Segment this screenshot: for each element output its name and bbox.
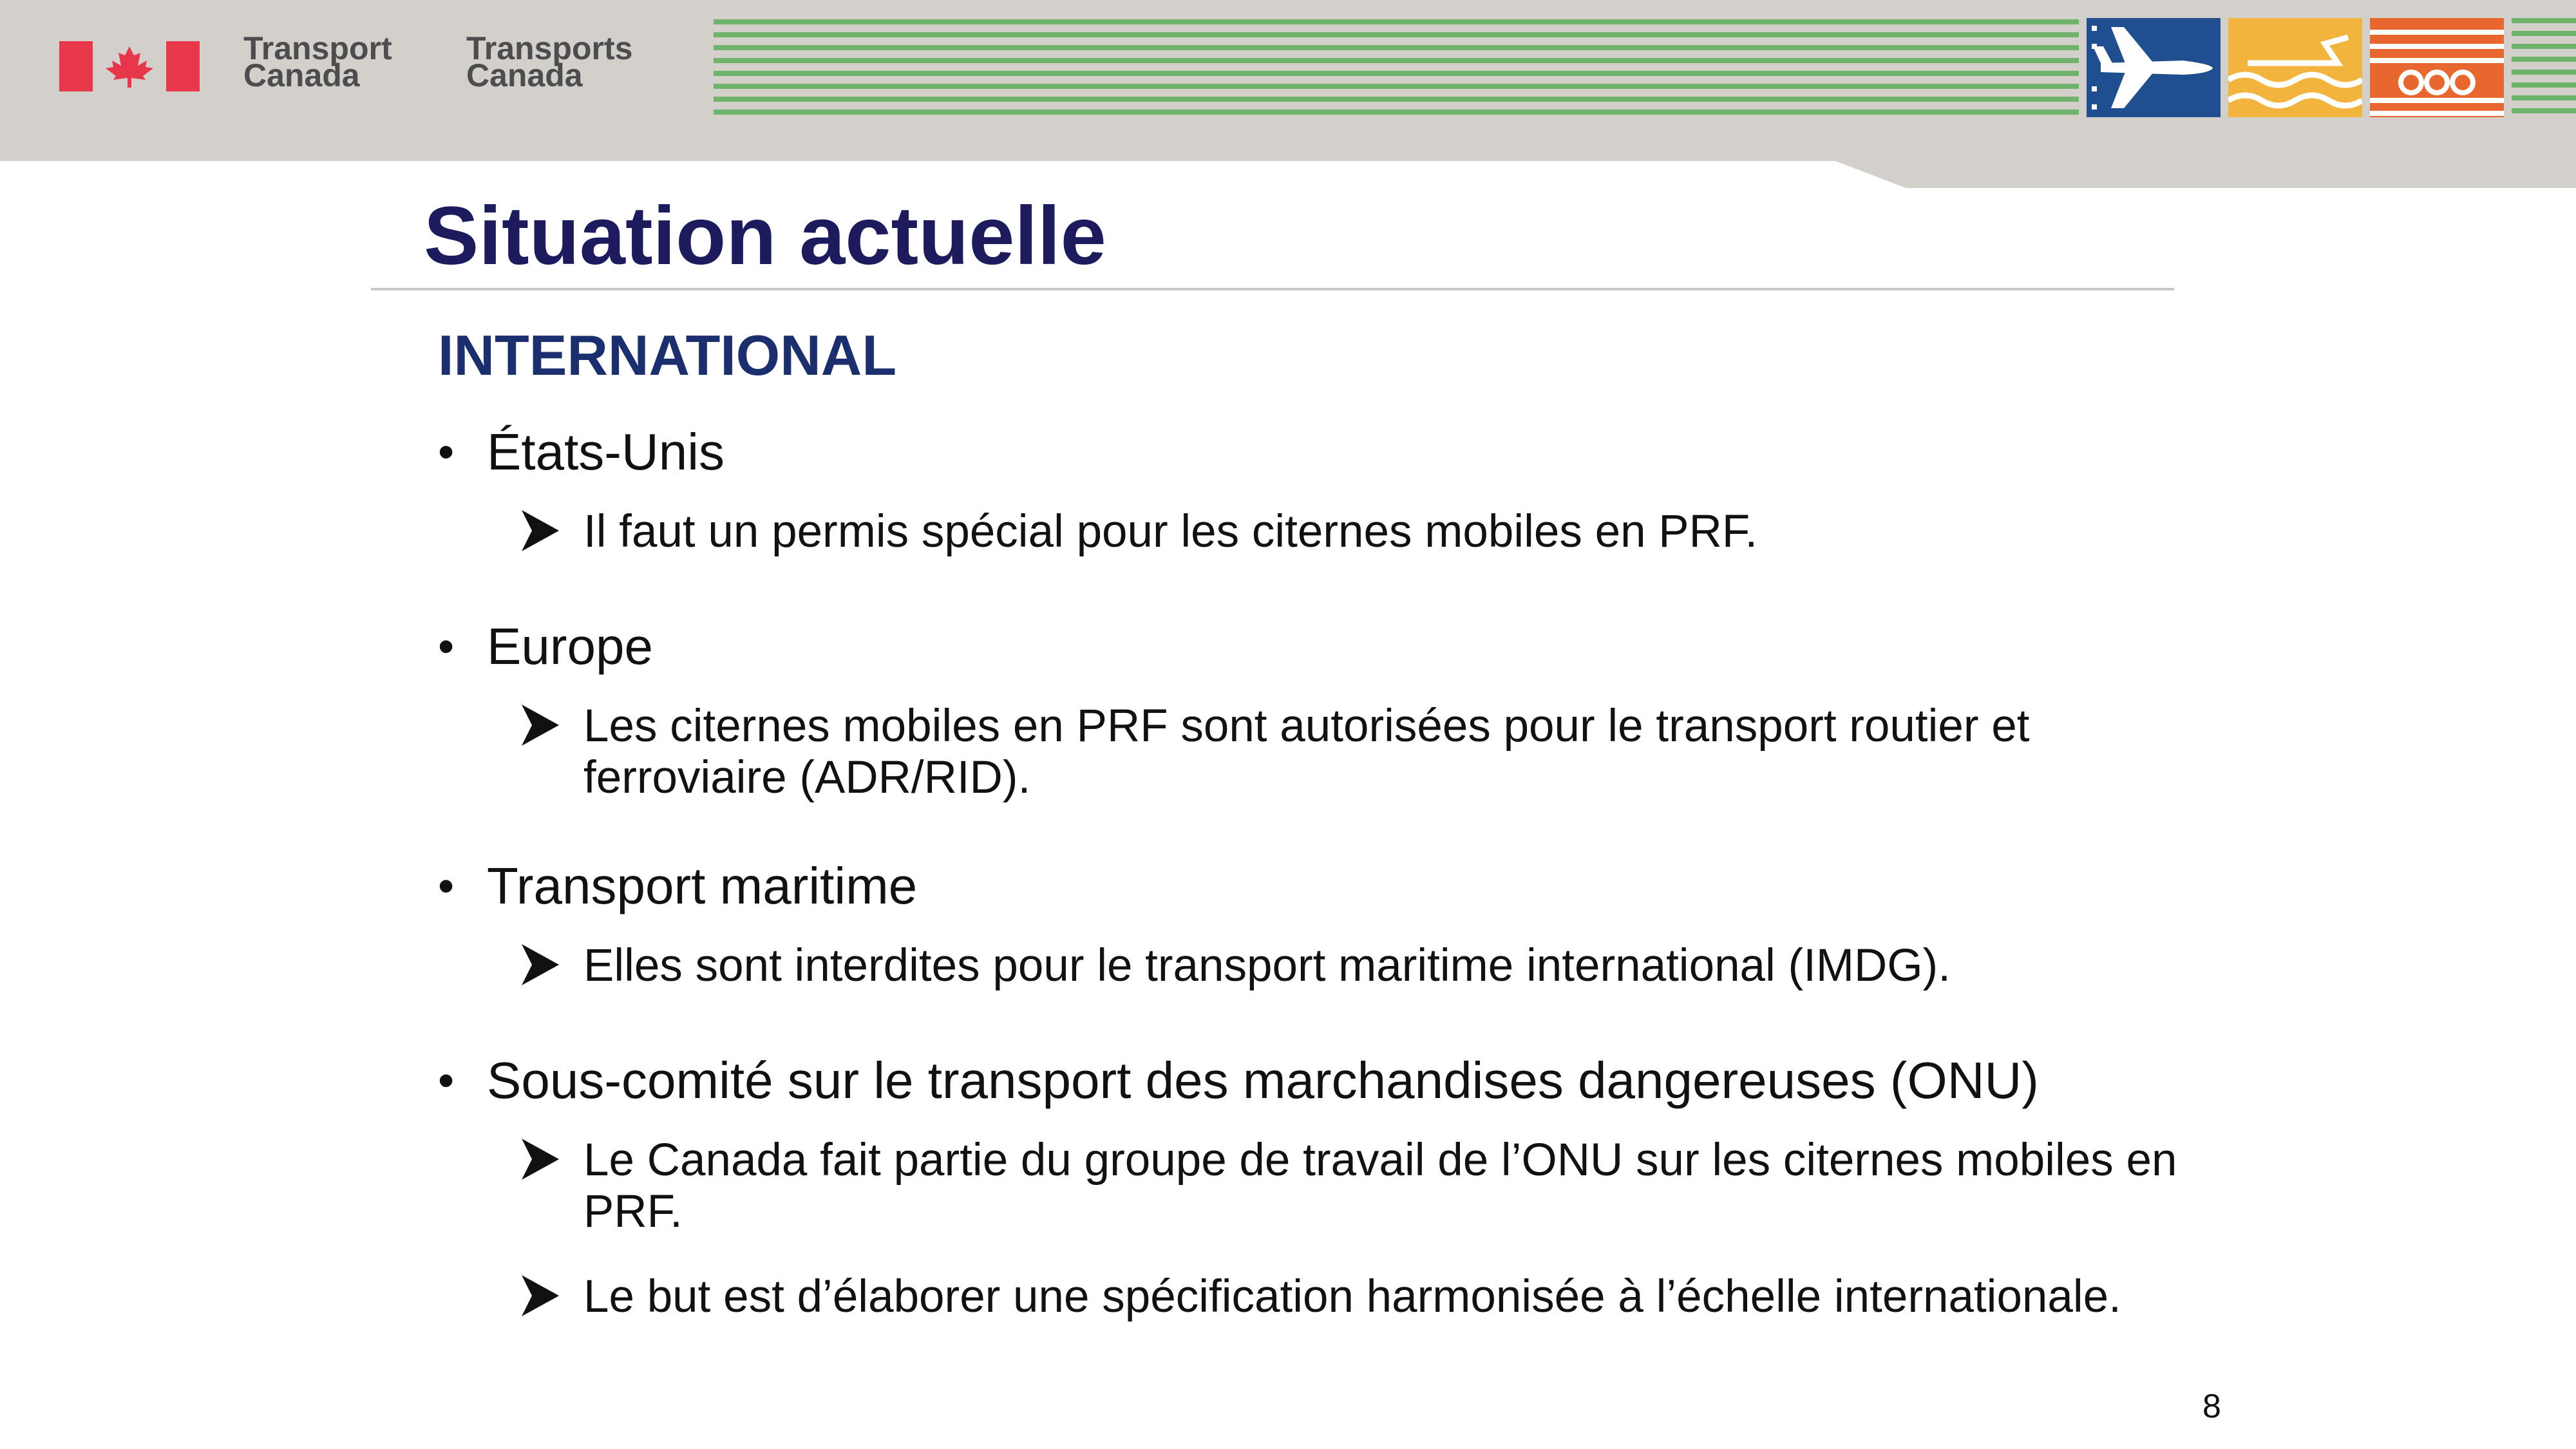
sub-bullet-text: Le Canada fait partie du groupe de travail de l’ONU sur les citernes mobiles en PRF. (583, 1135, 2177, 1237)
sub-bullet-item (583, 1135, 2190, 1238)
page-number: 8 (2202, 1388, 2221, 1425)
arrow-bullet-icon (522, 705, 559, 746)
bullet-item (438, 1050, 2190, 1112)
bullet-dot-icon: • (438, 1055, 455, 1106)
bullet-dot-icon: • (438, 860, 455, 912)
sub-bullet-text: Le but est d’élaborer une spécification harmonisée à l’échelle internationale. (583, 1271, 2121, 1322)
bullet-dot-icon: • (438, 426, 455, 478)
brand-en-line1: Transport (243, 30, 392, 66)
bullet-group-europe (438, 616, 2190, 804)
bullet-group-usa (438, 421, 2190, 558)
ship-icon (2228, 18, 2362, 117)
bullet-dot-icon: • (438, 621, 455, 672)
arrow-bullet-icon (522, 1139, 559, 1180)
title-divider (371, 288, 2174, 290)
bullet-text: États-Unis (487, 423, 724, 480)
arrow-bullet-icon (522, 1275, 559, 1316)
bullet-list (438, 421, 2190, 1323)
road-icon (2512, 18, 2576, 117)
brand-wordmark-en (243, 30, 392, 93)
sub-bullet-item (583, 1271, 2190, 1323)
section-heading: INTERNATIONAL (438, 323, 897, 387)
sub-bullet-text: Elles sont interdites pour le transport maritime international (IMDG). (583, 940, 1951, 991)
arrow-bullet-icon (522, 510, 559, 551)
bullet-group-onu (438, 1050, 2190, 1323)
sub-bullet-item (583, 701, 2190, 804)
bullet-text: Sous-comité sur le transport des marchandises dangereuses (ONU) (487, 1052, 2039, 1109)
sub-bullet-item (583, 506, 2190, 558)
green-stripes-decoration (714, 19, 2079, 116)
airplane-icon (2087, 18, 2221, 117)
brand-wordmark-fr (466, 30, 633, 93)
bullet-item (438, 421, 2190, 483)
bullet-text: Europe (487, 618, 653, 675)
canada-flag-icon (59, 41, 200, 91)
slide-title: Situation actuelle (424, 190, 1106, 282)
bullet-group-maritime (438, 855, 2190, 992)
brand-en-line2: Canada (243, 57, 360, 93)
bullet-text: Transport maritime (487, 857, 918, 914)
sub-bullet-item (583, 940, 2190, 992)
brand-fr-line1: Transports (466, 30, 633, 66)
arrow-bullet-icon (522, 944, 559, 985)
bullet-item (438, 616, 2190, 677)
rail-icon (2370, 18, 2504, 117)
bullet-item (438, 855, 2190, 917)
sub-bullet-text: Il faut un permis spécial pour les citernes mobiles en PRF. (583, 506, 1758, 557)
sub-bullet-text: Les citernes mobiles en PRF sont autorisées pour le transport routier et ferroviaire (ADR/RID). (583, 701, 2030, 803)
brand-fr-line2: Canada (466, 57, 583, 93)
